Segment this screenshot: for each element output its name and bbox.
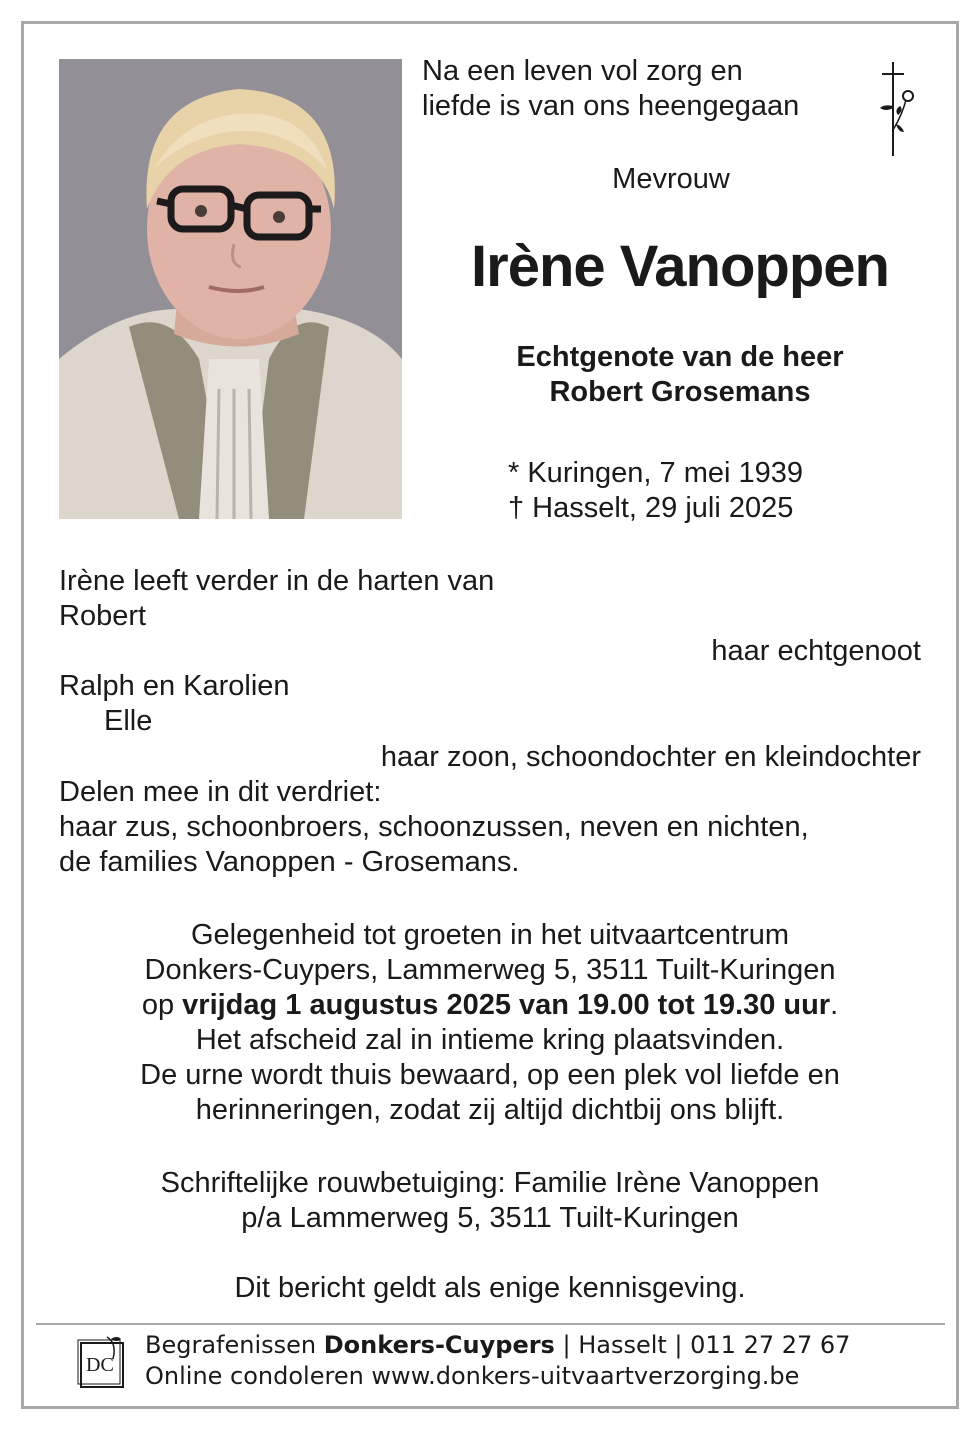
spouse-line-1: Echtgenote van de heer: [516, 341, 844, 373]
intro-line-1: Na een leven vol zorg en: [422, 55, 743, 87]
family-line-1: haar zus, schoonbroers, schoonzussen, neven en nichten,: [59, 811, 809, 843]
footer-line-1: [145, 1330, 850, 1361]
company-name: Donkers-Cuypers: [323, 1331, 555, 1359]
family-section: [59, 775, 809, 880]
notice-text: Dit bericht geldt als enige kennisgeving.: [234, 1272, 746, 1304]
details-line-6: herinneringen, zodat zij altijd dichtbij ons blijft.: [195, 1094, 785, 1126]
footer-online: Online condoleren www.donkers-uitvaartverzorging.be: [145, 1362, 800, 1390]
deceased-name: Irène Vanoppen: [471, 234, 889, 299]
footer-prefix: Begrafenissen: [145, 1331, 324, 1359]
portrait-photo: [59, 59, 402, 519]
footer-divider: [36, 1323, 945, 1325]
visitation-details: [59, 918, 921, 1128]
details-line-3: [59, 988, 921, 1023]
written-line-2: p/a Lammerweg 5, 3511 Tuilt-Kuringen: [241, 1202, 739, 1234]
children-names: Ralph en Karolien: [59, 670, 290, 702]
intro-line-2: liefde is van ons heengegaan: [422, 90, 800, 122]
partner-role: haar echtgenoot: [711, 635, 921, 667]
spouse-line-2: Robert Grosemans: [549, 376, 811, 408]
mourners-intro: [59, 564, 494, 634]
written-line-1: Schriftelijke rouwbetuiging: Familie Irène Vanoppen: [160, 1167, 820, 1199]
company-logo-icon: [77, 1333, 127, 1389]
grandchild-name: Elle: [104, 705, 153, 737]
written-condolences: [59, 1166, 921, 1236]
details-line-5: De urne wordt thuis bewaard, op een plek vol liefde en: [140, 1059, 840, 1091]
partner-name: Robert: [59, 600, 147, 632]
birth-date: * Kuringen, 7 mei 1939: [508, 457, 804, 489]
details-line-4: Het afscheid zal in intieme kring plaatsvinden.: [195, 1024, 785, 1056]
cross-rose-icon: [874, 60, 920, 158]
mourners-intro-line: Irène leeft verder in de harten van: [59, 565, 495, 597]
details-suffix: .: [830, 989, 839, 1021]
details-line-2: Donkers-Cuypers, Lammerweg 5, 3511 Tuilt-Kuringen: [144, 954, 836, 986]
salutation: Mevrouw: [612, 163, 730, 195]
visitation-datetime: vrijdag 1 augustus 2025 van 19.00 tot 19.30 uur: [182, 989, 831, 1021]
details-line-1: Gelegenheid tot groeten in het uitvaartcentrum: [190, 919, 790, 951]
footer-suffix: | Hasselt | 011 27 27 67: [554, 1331, 851, 1359]
footer-text: [145, 1330, 850, 1392]
children-role: haar zoon, schoondochter en kleindochter: [380, 741, 921, 773]
logo-letters: DC: [86, 1354, 114, 1376]
life-dates: [508, 456, 803, 526]
spouse-info: [430, 340, 930, 410]
family-line-2: de families Vanoppen - Grosemans.: [59, 846, 520, 878]
details-prefix: op: [141, 989, 183, 1021]
share-line: Delen mee in dit verdriet:: [59, 776, 382, 808]
death-date: † Hasselt, 29 juli 2025: [508, 492, 794, 524]
intro-text: [422, 54, 799, 124]
